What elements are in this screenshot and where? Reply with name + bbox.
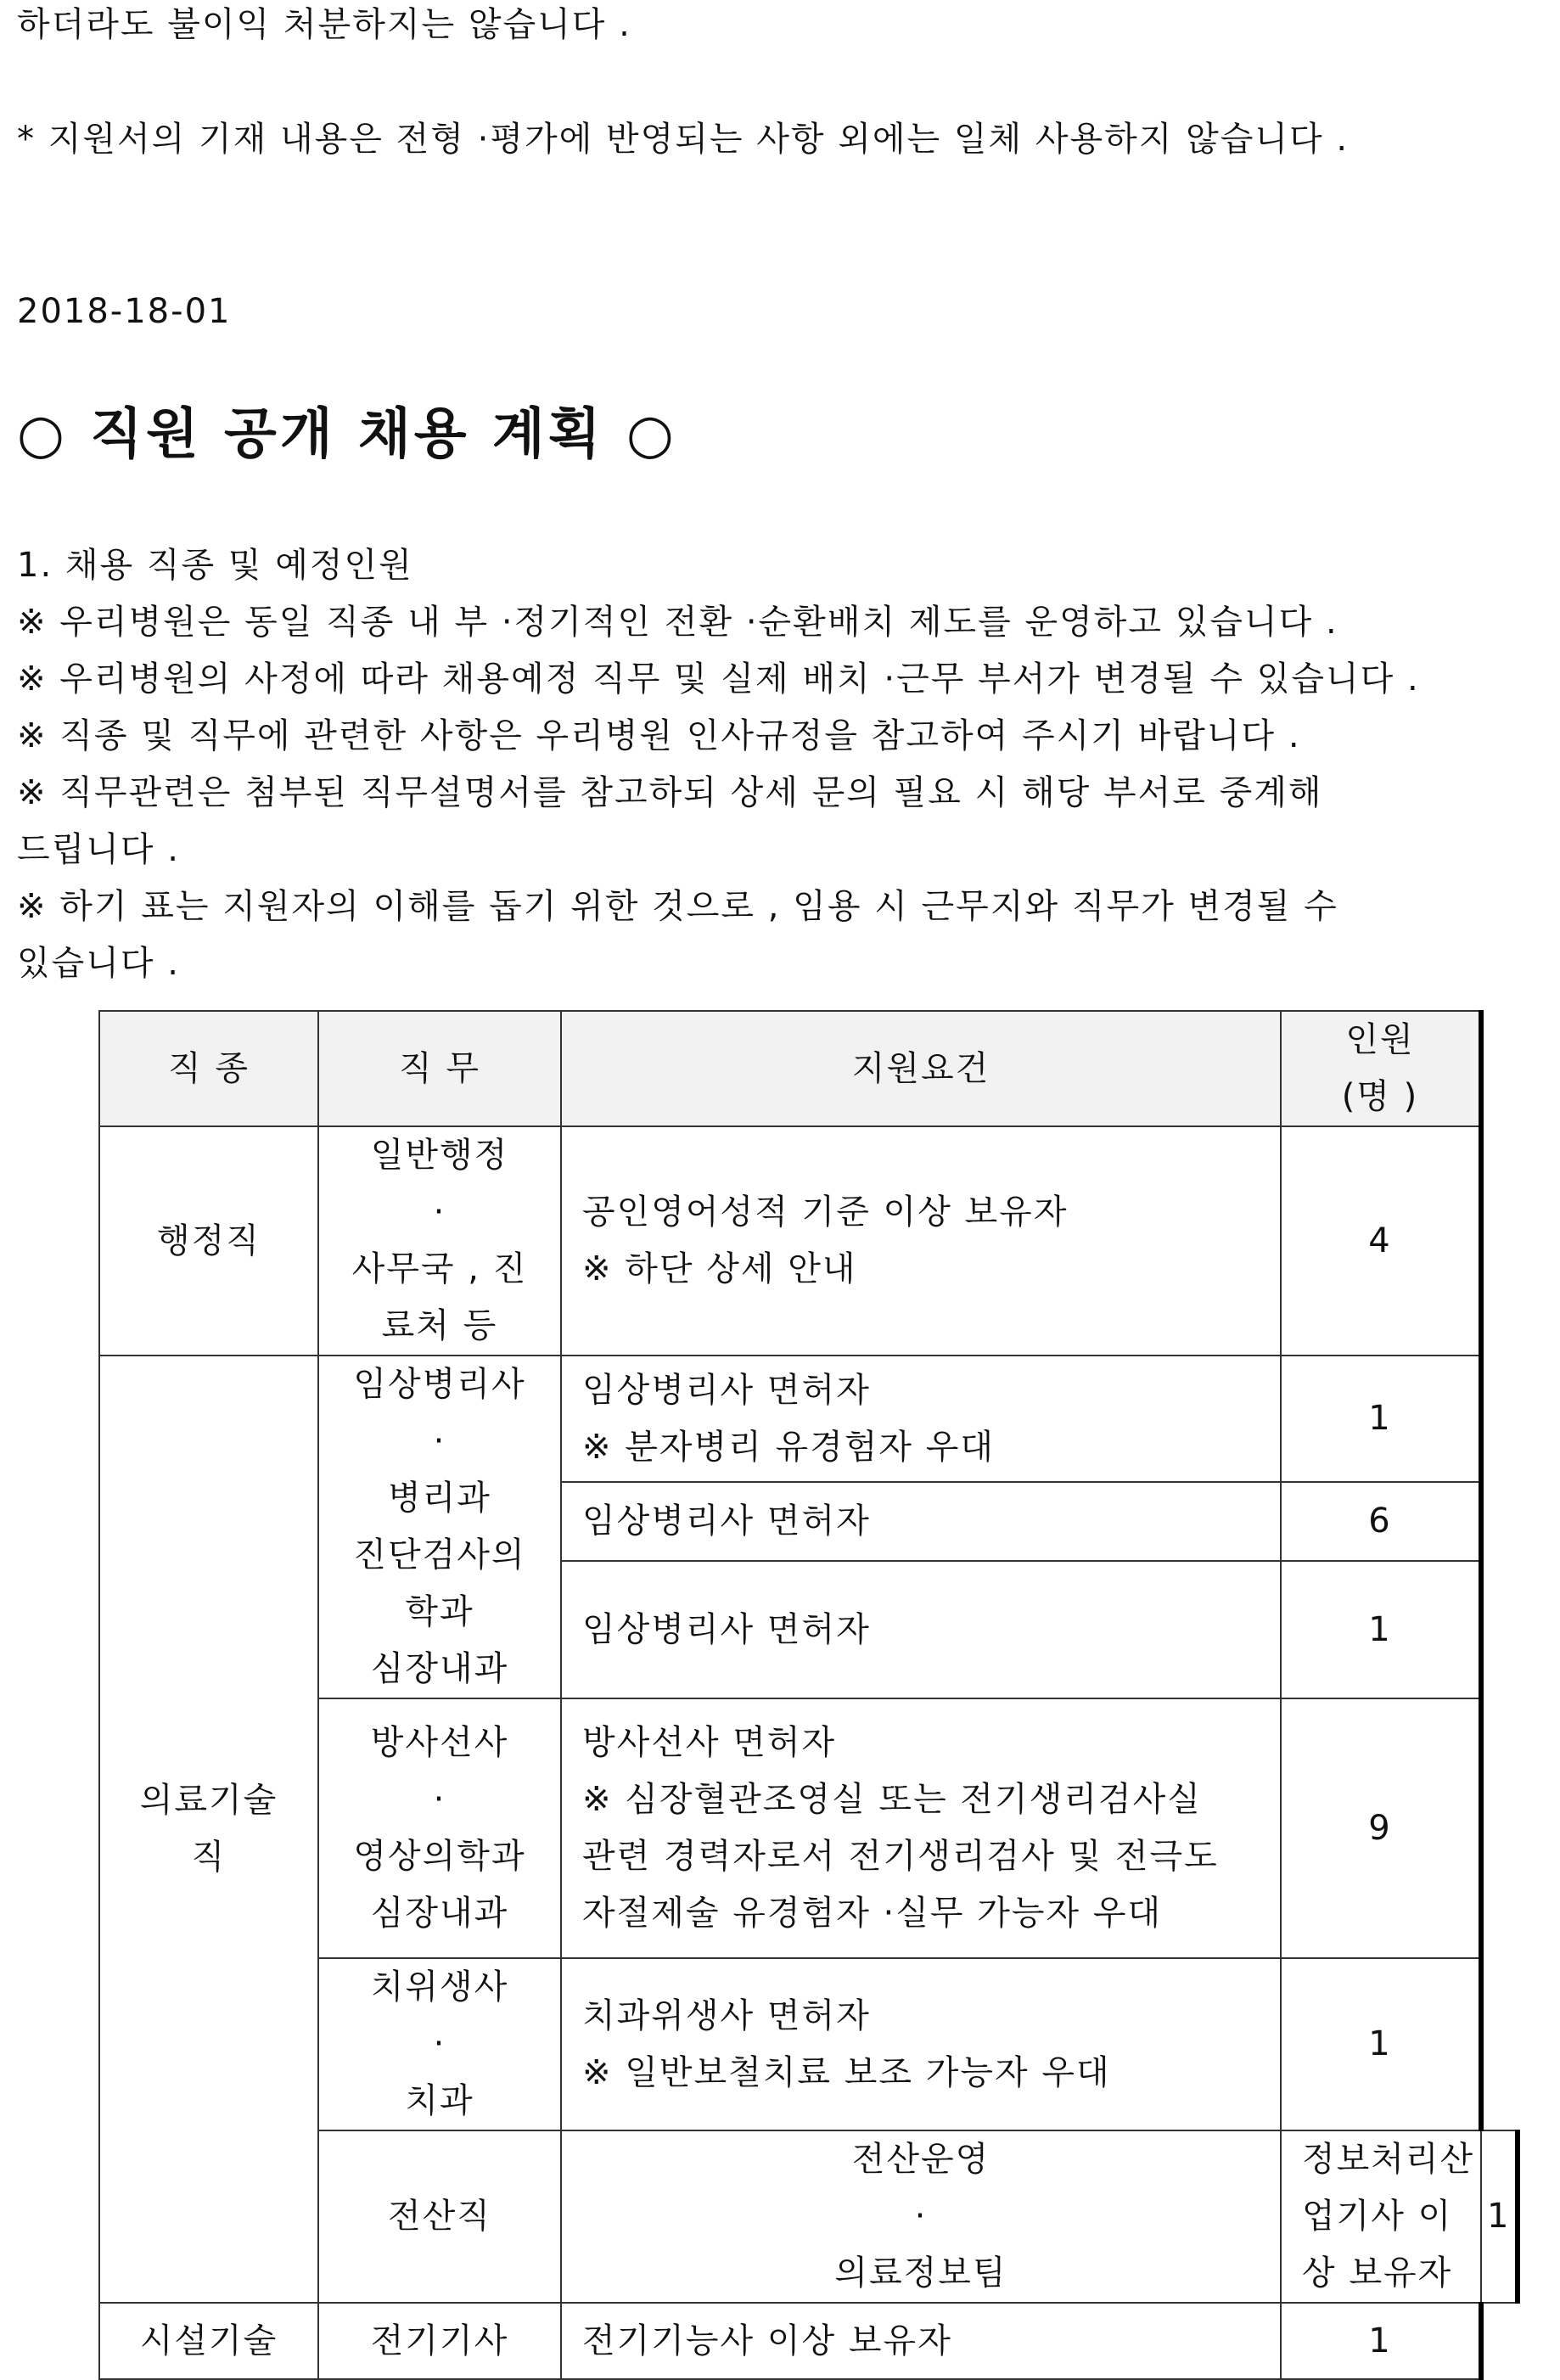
category-cell: 행정직: [99, 1126, 318, 1356]
duty-line: 치위생사: [370, 1967, 509, 2007]
requirement-line: 치과위생사 면허자: [582, 1995, 871, 2035]
duty-line: 학과: [405, 1592, 474, 1631]
duty-line: ·: [433, 1422, 446, 1461]
duty-line: ·: [433, 1193, 446, 1232]
note-line: ※ 우리병원의 사정에 따라 채용예정 직무 및 실제 배치 ·근무 부서가 변경될 수 있습니다 .: [17, 660, 1420, 699]
duty-line: 영상의학과: [353, 1837, 526, 1876]
duty-line: 임상병리사: [353, 1365, 526, 1404]
duty-line: 료처 등: [381, 1306, 498, 1345]
date-line: 2018-18-01: [17, 292, 232, 331]
duty-cell: [318, 1356, 561, 1698]
duty-line: 진단검사의: [353, 1535, 526, 1575]
header-category: 직 종: [99, 1011, 318, 1126]
requirement-cell: [561, 1356, 1281, 1482]
duty-cell: [561, 2130, 1281, 2303]
requirement-line: 관련 경력자로서 전기생리검사 및 전극도: [582, 1837, 1219, 1876]
category-line: 직: [191, 1838, 227, 1877]
duty-cell: 전기기사: [318, 2303, 561, 2379]
duty-line: ·: [433, 2024, 446, 2063]
note-line: 드립니다 .: [17, 830, 180, 869]
header-count: [1281, 1011, 1481, 1126]
note-line: ※ 하기 표는 지원자의 이해를 돕기 위한 것으로 , 임용 시 근무지와 직무가 변경될 수: [17, 887, 1338, 926]
table-header-row: [99, 1011, 1518, 1126]
duty-line: 심장내과: [370, 1649, 509, 1688]
requirement-cell: [561, 1698, 1281, 1958]
category-cell: 시설기술: [99, 2303, 318, 2379]
requirement-line: 자절제술 유경험자 ·실무 가능자 우대: [582, 1894, 1163, 1933]
duty-line: 병리과: [388, 1479, 491, 1518]
count-cell: 9: [1281, 1698, 1481, 1958]
count-cell: 1: [1281, 1561, 1481, 1698]
duty-line: ·: [433, 1780, 446, 1819]
header-requirements: 지원요건: [561, 1011, 1281, 1126]
duty-line: 의료정보팀: [834, 2254, 1007, 2293]
note-line: ※ 직무관련은 첨부된 직무설명서를 참고하되 상세 문의 필요 시 해당 부서로 중계해: [17, 773, 1323, 812]
table-row: [99, 2303, 1518, 2379]
duty-line: 사무국 , 진: [351, 1249, 528, 1288]
count-cell: 1: [1481, 2130, 1518, 2303]
note-line: ※ 우리병원은 동일 직종 내 부 ·정기적인 전환 ·순환배치 제도를 운영하고 있습니다 .: [17, 603, 1338, 642]
count-cell: 1: [1281, 2303, 1481, 2379]
section-heading: 1. 채용 직종 및 예정인원: [17, 546, 413, 585]
duty-line: 심장내과: [370, 1894, 509, 1933]
requirement-cell: [561, 1126, 1281, 1356]
requirement-line: ※ 분자병리 유경험자 우대: [582, 1427, 996, 1467]
requirement-line: 방사선사 면허자: [582, 1723, 837, 1762]
requirement-line: 임상병리사 면허자: [582, 1370, 871, 1410]
category-cell: [99, 1356, 318, 2303]
count-cell: 4: [1281, 1126, 1481, 1356]
requirement-cell: 전기기능사 이상 보유자: [561, 2303, 1281, 2379]
duty-cell: [318, 1958, 561, 2130]
requirement-line: ※ 일반보철치료 보조 가능자 우대: [582, 2052, 1111, 2092]
note-line: ※ 직종 및 직무에 관련한 사항은 우리병원 인사규정을 참고하여 주시기 바랍니다 .: [17, 716, 1301, 755]
category-cell: 전산직: [318, 2130, 561, 2303]
requirement-line: ※ 하단 상세 안내: [582, 1249, 857, 1288]
count-cell: 1: [1281, 1958, 1481, 2130]
category-line: 의료기술: [139, 1781, 278, 1820]
intro-line-2: * 지원서의 기재 내용은 전형 ·평가에 반영되는 사항 외에는 일체 사용하지 않습니다 .: [17, 120, 1350, 159]
duty-line: 일반행정: [370, 1136, 509, 1175]
duty-line: 치과: [405, 2081, 474, 2120]
header-count-line: (명 ): [1341, 1077, 1419, 1116]
duty-cell: [318, 1126, 561, 1356]
duty-line: 방사선사: [370, 1723, 509, 1762]
note-line: 있습니다 .: [17, 944, 180, 983]
requirement-cell: 임상병리사 면허자: [561, 1482, 1281, 1561]
header-count-line: 인원: [1345, 1020, 1415, 1059]
intro-line-1: 하더라도 불이익 처분하지는 않습니다 .: [17, 5, 631, 44]
table-row: [99, 1126, 1518, 1356]
recruitment-table: [98, 1010, 1520, 2380]
header-duty: 직 무: [318, 1011, 561, 1126]
requirement-cell: 임상병리사 면허자: [561, 1561, 1281, 1698]
requirement-cell: 정보처리산업기사 이상 보유자: [1281, 2130, 1481, 2303]
page-title: ○ 직원 공개 채용 계획 ○: [17, 403, 677, 466]
requirement-line: ※ 심장혈관조영실 또는 전기생리검사실: [582, 1780, 1202, 1819]
requirement-line: 공인영어성적 기준 이상 보유자: [582, 1193, 1069, 1232]
requirement-cell: [561, 1958, 1281, 2130]
duty-line: 전산운영: [851, 2140, 990, 2179]
table-row: [99, 1356, 1518, 1482]
count-cell: 1: [1281, 1356, 1481, 1482]
count-cell: 6: [1281, 1482, 1481, 1561]
duty-line: ·: [914, 2197, 928, 2236]
duty-cell: [318, 1698, 561, 1958]
